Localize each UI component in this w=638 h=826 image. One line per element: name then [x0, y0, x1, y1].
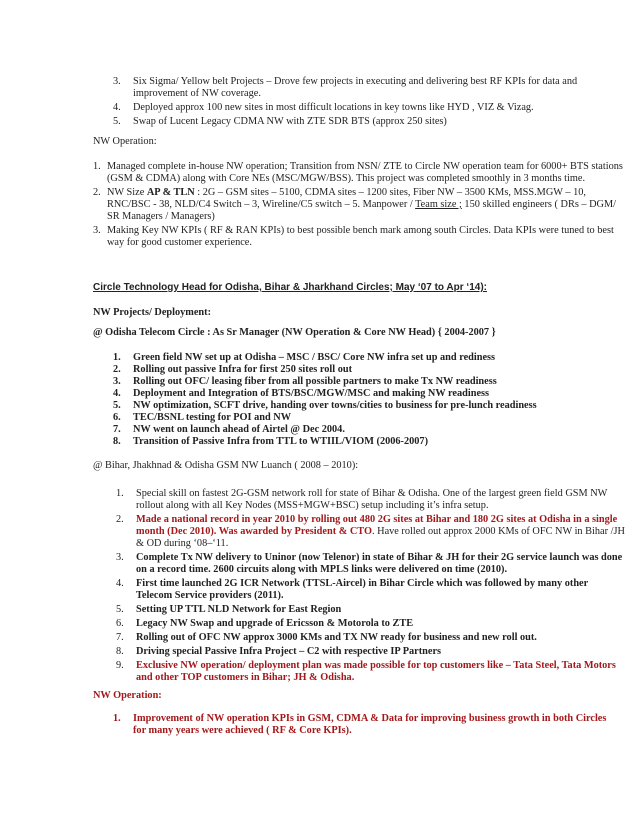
- list-item: [116, 514, 626, 550]
- list-item: [116, 632, 626, 644]
- bihar-launch-list: [116, 488, 626, 686]
- odisha-circle-heading: @ Odisha Telecom Circle : As Sr Manager (NW Operation & Core NW Head) { 2004-2007 }: [93, 327, 496, 338]
- list-item: [113, 76, 613, 100]
- list-item: [116, 646, 626, 658]
- list-number: 3.: [113, 76, 121, 87]
- list-number: 7.: [113, 424, 121, 435]
- list-item-text: Making Key NW KPIs ( RF & RAN KPIs) to best possible bench mark among south Circles. Data KPIs were tuned to best way for good customer experience.: [107, 225, 614, 248]
- list-item-text: Transition of Passive Infra from TTL to WTIIL/VIOM (2006-2007): [133, 436, 428, 447]
- list-item-text: . Have rolled out approx 2000 KMs of OFC NW in Bihar /JH & OD during ‘08–‘11.: [136, 526, 625, 549]
- nw-operation-red-label: NW Operation:: [93, 690, 162, 701]
- list-number: 7.: [116, 632, 124, 643]
- list-item: [93, 161, 625, 185]
- list-number: 9.: [116, 660, 124, 671]
- list-number: 3.: [113, 376, 121, 387]
- list-number: 3.: [116, 552, 124, 563]
- list-item-text: Rolling out OFC/ leasing fiber from all possible partners to make Tx NW readiness: [133, 376, 497, 387]
- list-item: [116, 488, 626, 512]
- list-number: 5.: [113, 400, 121, 411]
- nw-operation-list: [93, 161, 625, 251]
- nw-operation-kpi-list: [113, 713, 613, 739]
- list-item: [116, 618, 626, 630]
- projects-list-continued: [113, 76, 613, 130]
- list-item-text: Green field NW set up at Odisha – MSC / BSC/ Core NW infra set up and rediness: [133, 352, 496, 363]
- list-item: [113, 376, 613, 388]
- list-item-text: Exclusive NW operation/ deployment plan was made possible for top customers like – Tata Steel, Tata Motors and other TOP customers in Bihar; JH & Odisha.: [136, 660, 616, 683]
- list-item: [116, 604, 626, 616]
- list-number: 4.: [113, 388, 121, 399]
- list-item: [113, 116, 613, 128]
- list-number: 1.: [116, 488, 124, 499]
- list-item-text: Improvement of NW operation KPIs in GSM, CDMA & Data for improving business growth in both Circles for many years were achieved ( RF & Core KPIs).: [133, 713, 607, 736]
- list-item-text: Driving special Passive Infra Project – C2 with respective IP Partners: [136, 646, 442, 657]
- list-item: [113, 713, 613, 737]
- list-item-text: Rolling out of OFC NW approx 3000 KMs and TX NW ready for business and new roll out.: [136, 632, 537, 643]
- list-item-text: Swap of Lucent Legacy CDMA NW with ZTE SDR BTS (approx 250 sites): [133, 116, 447, 127]
- list-item-text: Six Sigma/ Yellow belt Projects – Drove few projects in executing and delivering best RF KPIs for data and improvement of NW coverage.: [133, 76, 578, 99]
- list-number: 1.: [93, 161, 101, 172]
- list-number: 3.: [93, 225, 101, 236]
- list-item: [116, 578, 626, 602]
- list-number: 8.: [113, 436, 121, 447]
- list-item-text: Deployment and Integration of BTS/BSC/MGW/MSC and making NW readiness: [133, 388, 490, 399]
- list-item-text: AP & TLN: [146, 187, 195, 198]
- list-number: 6.: [116, 618, 124, 629]
- list-number: 6.: [113, 412, 121, 423]
- list-number: 4.: [116, 578, 124, 589]
- list-item-text: Special skill on fastest 2G-GSM network roll for state of Bihar & Odisha. One of the largest green field GSM NW rollout along with all Key Nodes (MSS+MGW+BSC) setup including it’s infra setup.: [136, 488, 608, 511]
- list-number: 2.: [93, 187, 101, 198]
- list-item: [113, 436, 613, 448]
- list-number: 2.: [113, 364, 121, 375]
- list-item: [113, 364, 613, 376]
- nw-projects-heading: NW Projects/ Deployment:: [93, 307, 212, 318]
- list-number: 8.: [116, 646, 124, 657]
- list-item: [113, 424, 613, 436]
- list-item-text: : 2G – GSM sites – 5100, CDMA sites – 1200 sites, Fiber NW – 3500 KMs, MSS.MGW – 10, RNC/BSC - 38, NLD/C4 Switch – 3, Wireline/C5 switch – 5. Manpower /: [107, 187, 586, 210]
- list-number: 5.: [113, 116, 121, 127]
- list-item: [93, 225, 625, 249]
- list-item-text: Complete Tx NW delivery to Uninor (now Telenor) in state of Bihar & JH for their 2G service launch was done on a record time. 2600 circuits along with MPLS links were delivered on time (2010).: [136, 552, 623, 575]
- list-number: 5.: [116, 604, 124, 615]
- list-item: [93, 187, 625, 223]
- list-number: 2.: [116, 514, 124, 525]
- list-item-text: Legacy NW Swap and upgrade of Ericsson & Motorola to ZTE: [136, 618, 414, 629]
- list-item: [116, 660, 626, 684]
- bihar-launch-heading: @ Bihar, Jhakhnad & Odisha GSM NW Luanch ( 2008 – 2010):: [93, 460, 359, 471]
- list-number: 4.: [113, 102, 121, 113]
- list-item-text: NW Size: [107, 187, 147, 198]
- list-item-text: TEC/BSNL testing for POI and NW: [133, 412, 292, 423]
- list-number: 1.: [113, 713, 121, 724]
- list-item: [113, 102, 613, 114]
- list-item: [113, 352, 613, 364]
- list-item-text: Made a national record in year 2010 by rolling out 480 2G sites at Bihar and 180 2G sites at Odisha in a single month (Dec 2010). Was awarded by President & CTO: [136, 514, 618, 537]
- list-item-text: Setting UP TTL NLD Network for East Region: [136, 604, 342, 615]
- list-item-text: Deployed approx 100 new sites in most difficult locations in key towns like HYD , VIZ & Vizag.: [133, 102, 534, 113]
- list-item-text: First time launched 2G ICR Network (TTSL-Aircel) in Bihar Circle which was followed by many other Telecom Service providers (2011).: [136, 578, 589, 601]
- list-item-text: Managed complete in-house NW operation; Transition from NSN/ ZTE to Circle NW operation team for 6000+ BTS stations (GSM & CDMA) along with Core NEs (MSC/MGW/BSS). This project was completed smoothly in 3 months time.: [107, 161, 623, 184]
- list-item: [113, 400, 613, 412]
- list-item-text: Rolling out passive Infra for first 250 sites roll out: [133, 364, 352, 375]
- odisha-deployment-list: [113, 352, 613, 448]
- list-item: [116, 552, 626, 576]
- list-item-text: Team size ;: [415, 199, 462, 210]
- list-item: [113, 412, 613, 424]
- list-item: [113, 388, 613, 400]
- circle-technology-heading: Circle Technology Head for Odisha, Bihar & Jharkhand Circles; May ‘07 to Apr ‘14):: [93, 282, 487, 293]
- nw-operation-label: NW Operation:: [93, 136, 157, 147]
- list-item-text: 150 skilled engineers ( DRs – DGM/ SR Managers / Managers): [107, 199, 617, 222]
- list-number: 1.: [113, 352, 121, 363]
- list-item-text: NW went on launch ahead of Airtel @ Dec 2004.: [133, 424, 345, 435]
- list-item-text: NW optimization, SCFT drive, handing over towns/cities to business for pre-lunch readiness: [133, 400, 537, 411]
